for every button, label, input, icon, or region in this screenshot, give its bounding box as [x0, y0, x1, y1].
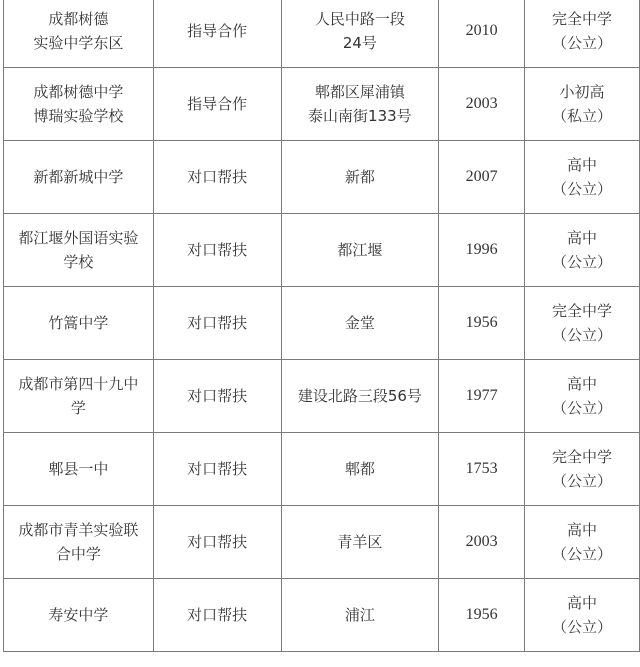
school-name-cell [4, 433, 154, 506]
address-cell [281, 506, 439, 579]
school-type-line: 完全中学 [552, 302, 613, 320]
school-type-line: （公立） [552, 180, 613, 198]
school-type-cell [525, 433, 640, 506]
school-type-cell [525, 360, 640, 433]
address-line: 建设北路三段56号 [297, 387, 422, 405]
school-name-line: 合中学 [55, 545, 101, 563]
founded-year-cell: 1753 [439, 433, 525, 506]
school-name-cell [4, 579, 154, 652]
founded-year-cell: 2010 [439, 0, 525, 68]
school-name-cell [4, 287, 154, 360]
address-cell [281, 360, 439, 433]
address-cell [281, 433, 439, 506]
founded-year-cell: 2003 [439, 68, 525, 141]
school-name-cell [4, 0, 154, 68]
school-name-line: 实验中学东区 [33, 34, 124, 52]
relation-cell: 指导合作 [153, 0, 281, 68]
address-line: 人民中路一段 [314, 10, 405, 28]
address-line: 金堂 [344, 314, 375, 332]
school-type-line: （公立） [552, 399, 613, 417]
address-line: 都江堰 [337, 241, 383, 259]
school-type-line: 小初高 [559, 83, 605, 101]
school-table-body [4, 0, 640, 652]
school-type-cell [525, 287, 640, 360]
relation-cell: 对口帮扶 [153, 433, 281, 506]
address-line: 泰山南街133号 [308, 107, 412, 125]
relation-cell: 对口帮扶 [153, 214, 281, 287]
address-line: 新都 [344, 168, 375, 186]
address-cell [281, 0, 439, 68]
school-type-line: 高中 [567, 375, 598, 393]
address-cell [281, 68, 439, 141]
school-type-line: （公立） [552, 618, 613, 636]
relation-cell: 对口帮扶 [153, 506, 281, 579]
school-type-line: （公立） [552, 253, 613, 271]
table-row [4, 214, 640, 287]
school-name-line: 成都树德 [48, 10, 109, 28]
school-name-line: 学校 [63, 253, 94, 271]
table-row [4, 141, 640, 214]
founded-year-cell: 1956 [439, 287, 525, 360]
table-row [4, 0, 640, 68]
school-name-cell [4, 506, 154, 579]
school-name-line: 成都市青羊实验联 [18, 521, 139, 539]
school-type-line: （公立） [552, 326, 613, 344]
table-row [4, 287, 640, 360]
founded-year-cell: 1996 [439, 214, 525, 287]
school-type-line: 高中 [567, 594, 598, 612]
school-type-line: （私立） [552, 107, 613, 125]
school-name-line: 新都新城中学 [33, 168, 124, 186]
school-type-line: 完全中学 [552, 448, 613, 466]
table-row [4, 579, 640, 652]
school-type-line: 高中 [567, 156, 598, 174]
table-row [4, 68, 640, 141]
school-name-line: 郫县一中 [48, 460, 109, 478]
school-name-line: 博瑞实验学校 [33, 107, 124, 125]
address-line: 24号 [342, 34, 377, 52]
school-name-cell [4, 68, 154, 141]
relation-cell: 对口帮扶 [153, 579, 281, 652]
founded-year-cell: 1977 [439, 360, 525, 433]
school-type-cell [525, 506, 640, 579]
address-line: 郫都 [344, 460, 375, 478]
school-type-line: 高中 [567, 229, 598, 247]
table-row [4, 360, 640, 433]
school-type-line: 高中 [567, 521, 598, 539]
address-line: 浦江 [344, 606, 375, 624]
relation-cell: 对口帮扶 [153, 141, 281, 214]
school-name-cell [4, 214, 154, 287]
school-name-line: 成都市第四十九中 [18, 375, 139, 393]
address-cell [281, 287, 439, 360]
address-line: 郫都区犀浦镇 [314, 83, 405, 101]
school-name-line: 寿安中学 [48, 606, 109, 624]
table-row [4, 506, 640, 579]
school-type-cell [525, 579, 640, 652]
school-name-line: 都江堰外国语实验 [18, 229, 139, 247]
relation-cell: 指导合作 [153, 68, 281, 141]
school-type-cell [525, 68, 640, 141]
founded-year-cell: 2007 [439, 141, 525, 214]
school-type-cell [525, 214, 640, 287]
school-name-cell [4, 360, 154, 433]
address-cell [281, 214, 439, 287]
school-type-cell [525, 0, 640, 68]
school-name-cell [4, 141, 154, 214]
school-table [3, 0, 640, 652]
table-row [4, 433, 640, 506]
school-type-line: 完全中学 [552, 10, 613, 28]
founded-year-cell: 1956 [439, 579, 525, 652]
school-type-line: （公立） [552, 34, 613, 52]
school-name-line: 学 [70, 399, 86, 417]
school-type-cell [525, 141, 640, 214]
address-cell [281, 579, 439, 652]
school-type-line: （公立） [552, 472, 613, 490]
school-type-line: （公立） [552, 545, 613, 563]
school-name-line: 竹篙中学 [48, 314, 109, 332]
founded-year-cell: 2003 [439, 506, 525, 579]
address-line: 青羊区 [337, 533, 383, 551]
address-cell [281, 141, 439, 214]
school-name-line: 成都树德中学 [33, 83, 124, 101]
relation-cell: 对口帮扶 [153, 360, 281, 433]
relation-cell: 对口帮扶 [153, 287, 281, 360]
